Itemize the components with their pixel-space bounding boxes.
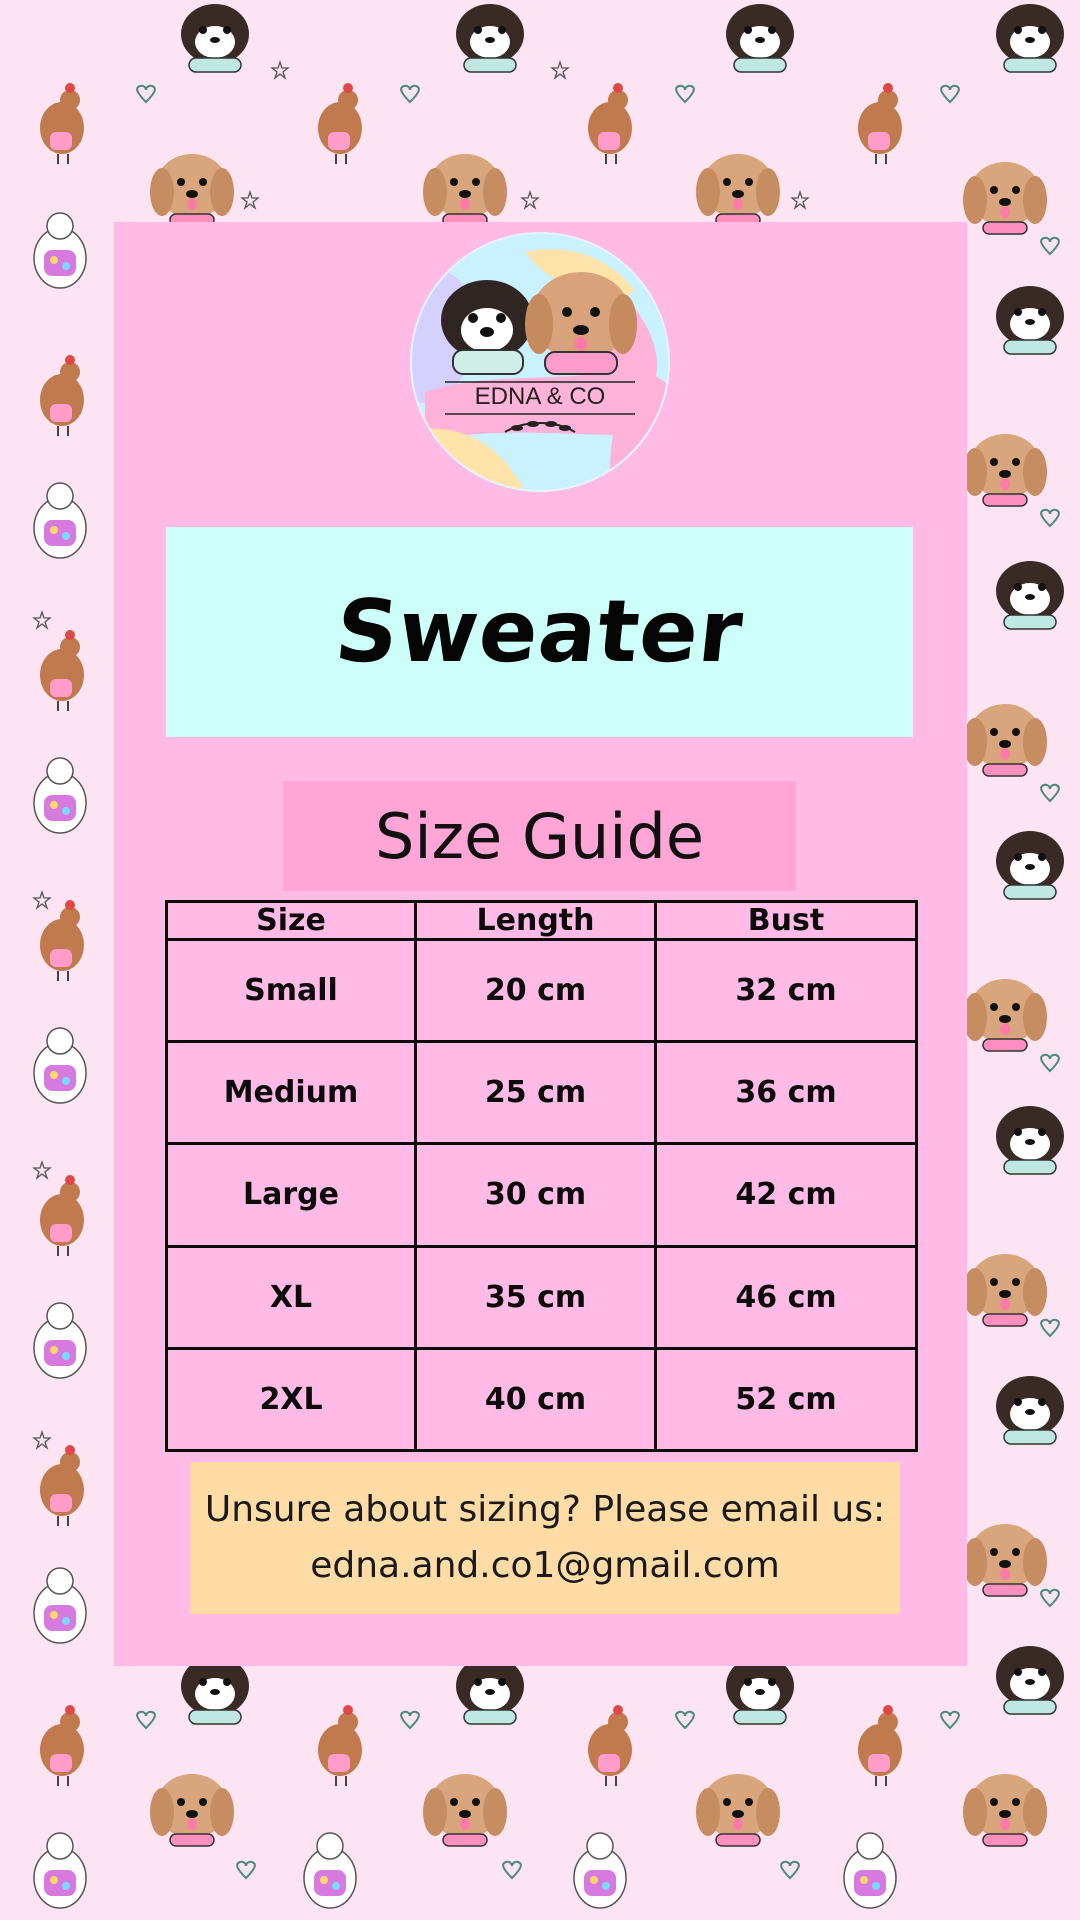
header-size: Size <box>167 902 416 940</box>
cell-length: 35 cm <box>416 1246 656 1348</box>
header-bust: Bust <box>656 902 917 940</box>
cell-size: Medium <box>167 1042 416 1144</box>
title-banner <box>166 527 913 737</box>
cell-size: XL <box>167 1246 416 1348</box>
cell-length: 30 cm <box>416 1144 656 1246</box>
cell-length: 20 cm <box>416 940 656 1042</box>
product-title: Sweater <box>330 582 749 682</box>
cell-bust: 42 cm <box>656 1144 917 1246</box>
table-row <box>167 1348 917 1450</box>
table-row <box>167 1144 917 1246</box>
subtitle-banner <box>283 781 796 891</box>
table-row <box>167 940 917 1042</box>
logo-text: EDNA & CO <box>474 383 606 410</box>
cell-size: Large <box>167 1144 416 1246</box>
contact-email[interactable]: edna.and.co1@gmail.com <box>310 1545 780 1586</box>
header-length: Length <box>416 902 656 940</box>
table-row <box>167 1042 917 1144</box>
size-guide-heading: Size Guide <box>374 799 705 873</box>
cell-bust: 52 cm <box>656 1348 917 1450</box>
cell-length: 25 cm <box>416 1042 656 1144</box>
cell-bust: 32 cm <box>656 940 917 1042</box>
contact-banner <box>190 1462 900 1614</box>
table-header-row <box>167 902 917 940</box>
cell-size: Small <box>167 940 416 1042</box>
cell-bust: 46 cm <box>656 1246 917 1348</box>
cell-bust: 36 cm <box>656 1042 917 1144</box>
sizing-help-text: Unsure about sizing? Please email us: <box>204 1489 886 1530</box>
cell-length: 40 cm <box>416 1348 656 1450</box>
size-table <box>165 900 918 1452</box>
table-row <box>167 1246 917 1348</box>
cell-size: 2XL <box>167 1348 416 1450</box>
edna-and-co-logo <box>405 232 675 492</box>
